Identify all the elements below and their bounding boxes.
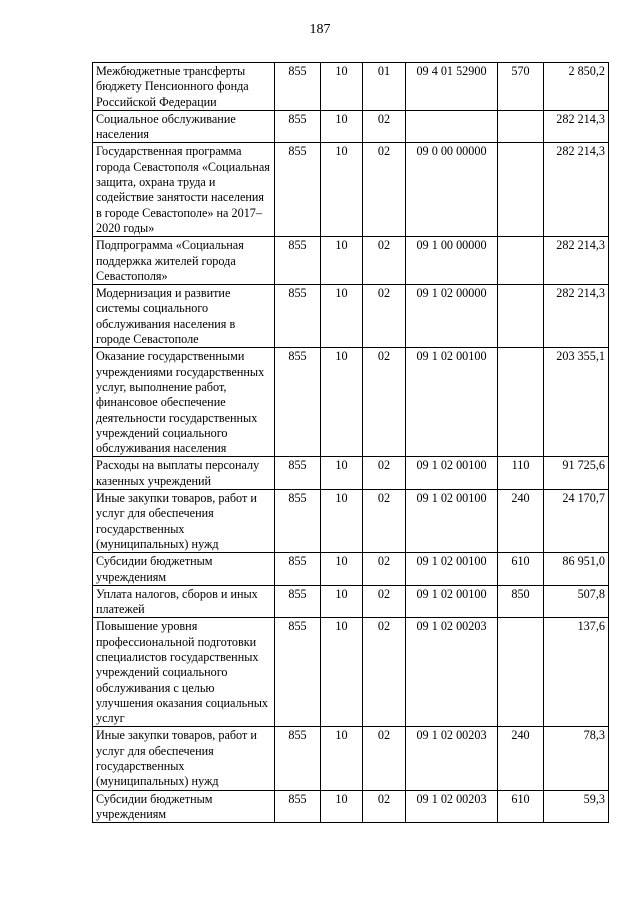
row-name-cell: Подпрограмма «Социальная поддержка жителей города Севастополя» xyxy=(93,237,275,285)
target-article-cell: 09 1 00 00000 xyxy=(406,237,498,285)
target-article-cell: 09 1 02 00100 xyxy=(406,457,498,490)
row-name-cell: Иные закупки товаров, работ и услуг для обеспечения государственных (муниципальных) нужд xyxy=(93,490,275,553)
table-row xyxy=(93,618,609,727)
row-name-cell: Оказание государственными учреждениями государственных услуг, выполнение работ, финансовое обеспечение деятельности государственных учреждений социального обслуживания населения xyxy=(93,348,275,457)
table-row xyxy=(93,585,609,618)
section-code-cell: 10 xyxy=(321,63,363,111)
amount-cell: 86 951,0 xyxy=(544,553,609,586)
table-row xyxy=(93,457,609,490)
expense-type-cell xyxy=(498,110,544,143)
subsection-code-cell: 02 xyxy=(363,110,406,143)
target-article-cell: 09 1 02 00000 xyxy=(406,285,498,348)
subsection-code-cell: 02 xyxy=(363,727,406,790)
expense-type-cell: 110 xyxy=(498,457,544,490)
section-code-cell: 10 xyxy=(321,143,363,237)
amount-cell: 282 214,3 xyxy=(544,285,609,348)
subsection-code-cell: 02 xyxy=(363,790,406,823)
table-row xyxy=(93,237,609,285)
budget-table-body xyxy=(93,63,609,823)
section-code-cell: 10 xyxy=(321,585,363,618)
ministry-code-cell: 855 xyxy=(275,457,321,490)
amount-cell: 2 850,2 xyxy=(544,63,609,111)
amount-cell: 282 214,3 xyxy=(544,237,609,285)
ministry-code-cell: 855 xyxy=(275,110,321,143)
section-code-cell: 10 xyxy=(321,727,363,790)
expense-type-cell xyxy=(498,618,544,727)
section-code-cell: 10 xyxy=(321,237,363,285)
expense-type-cell: 570 xyxy=(498,63,544,111)
section-code-cell: 10 xyxy=(321,457,363,490)
expense-type-cell: 240 xyxy=(498,490,544,553)
ministry-code-cell: 855 xyxy=(275,490,321,553)
subsection-code-cell: 01 xyxy=(363,63,406,111)
amount-cell: 507,8 xyxy=(544,585,609,618)
amount-cell: 24 170,7 xyxy=(544,490,609,553)
ministry-code-cell: 855 xyxy=(275,285,321,348)
row-name-cell: Субсидии бюджетным учреждениям xyxy=(93,553,275,586)
subsection-code-cell: 02 xyxy=(363,237,406,285)
table-row xyxy=(93,348,609,457)
row-name-cell: Иные закупки товаров, работ и услуг для обеспечения государственных (муниципальных) нужд xyxy=(93,727,275,790)
target-article-cell xyxy=(406,110,498,143)
section-code-cell: 10 xyxy=(321,790,363,823)
target-article-cell: 09 1 02 00100 xyxy=(406,348,498,457)
target-article-cell: 09 1 02 00100 xyxy=(406,553,498,586)
ministry-code-cell: 855 xyxy=(275,348,321,457)
target-article-cell: 09 0 00 00000 xyxy=(406,143,498,237)
budget-table xyxy=(92,62,609,823)
section-code-cell: 10 xyxy=(321,618,363,727)
table-row xyxy=(93,553,609,586)
amount-cell: 282 214,3 xyxy=(544,143,609,237)
amount-cell: 137,6 xyxy=(544,618,609,727)
section-code-cell: 10 xyxy=(321,553,363,586)
amount-cell: 59,3 xyxy=(544,790,609,823)
table-row xyxy=(93,727,609,790)
table-row xyxy=(93,63,609,111)
row-name-cell: Межбюджетные трансферты бюджету Пенсионного фонда Российской Федерации xyxy=(93,63,275,111)
row-name-cell: Повышение уровня профессиональной подготовки специалистов государственных учреждений социального обслуживания с целью улучшения оказания социальных услуг xyxy=(93,618,275,727)
expense-type-cell: 610 xyxy=(498,790,544,823)
ministry-code-cell: 855 xyxy=(275,553,321,586)
subsection-code-cell: 02 xyxy=(363,348,406,457)
amount-cell: 91 725,6 xyxy=(544,457,609,490)
table-row xyxy=(93,490,609,553)
expense-type-cell: 240 xyxy=(498,727,544,790)
row-name-cell: Уплата налогов, сборов и иных платежей xyxy=(93,585,275,618)
expense-type-cell xyxy=(498,143,544,237)
expense-type-cell: 850 xyxy=(498,585,544,618)
ministry-code-cell: 855 xyxy=(275,585,321,618)
target-article-cell: 09 1 02 00203 xyxy=(406,790,498,823)
expense-type-cell: 610 xyxy=(498,553,544,586)
section-code-cell: 10 xyxy=(321,490,363,553)
ministry-code-cell: 855 xyxy=(275,237,321,285)
subsection-code-cell: 02 xyxy=(363,490,406,553)
page-number: 187 xyxy=(309,22,331,37)
subsection-code-cell: 02 xyxy=(363,618,406,727)
subsection-code-cell: 02 xyxy=(363,285,406,348)
target-article-cell: 09 1 02 00100 xyxy=(406,490,498,553)
section-code-cell: 10 xyxy=(321,285,363,348)
ministry-code-cell: 855 xyxy=(275,790,321,823)
section-code-cell: 10 xyxy=(321,110,363,143)
table-row xyxy=(93,110,609,143)
expense-type-cell xyxy=(498,285,544,348)
expense-type-cell xyxy=(498,348,544,457)
ministry-code-cell: 855 xyxy=(275,618,321,727)
subsection-code-cell: 02 xyxy=(363,143,406,237)
table-row xyxy=(93,790,609,823)
ministry-code-cell: 855 xyxy=(275,63,321,111)
amount-cell: 78,3 xyxy=(544,727,609,790)
subsection-code-cell: 02 xyxy=(363,553,406,586)
row-name-cell: Социальное обслуживание населения xyxy=(93,110,275,143)
table-row xyxy=(93,285,609,348)
target-article-cell: 09 1 02 00203 xyxy=(406,727,498,790)
row-name-cell: Расходы на выплаты персоналу казенных учреждений xyxy=(93,457,275,490)
target-article-cell: 09 1 02 00100 xyxy=(406,585,498,618)
ministry-code-cell: 855 xyxy=(275,727,321,790)
table-row xyxy=(93,143,609,237)
subsection-code-cell: 02 xyxy=(363,457,406,490)
subsection-code-cell: 02 xyxy=(363,585,406,618)
ministry-code-cell: 855 xyxy=(275,143,321,237)
row-name-cell: Субсидии бюджетным учреждениям xyxy=(93,790,275,823)
target-article-cell: 09 1 02 00203 xyxy=(406,618,498,727)
section-code-cell: 10 xyxy=(321,348,363,457)
amount-cell: 282 214,3 xyxy=(544,110,609,143)
target-article-cell: 09 4 01 52900 xyxy=(406,63,498,111)
amount-cell: 203 355,1 xyxy=(544,348,609,457)
expense-type-cell xyxy=(498,237,544,285)
row-name-cell: Государственная программа города Севастополя «Социальная защита, охрана труда и содействие занятости населения в городе Севастополе» на 2017–2020 годы» xyxy=(93,143,275,237)
row-name-cell: Модернизация и развитие системы социального обслуживания населения в городе Севастополе xyxy=(93,285,275,348)
